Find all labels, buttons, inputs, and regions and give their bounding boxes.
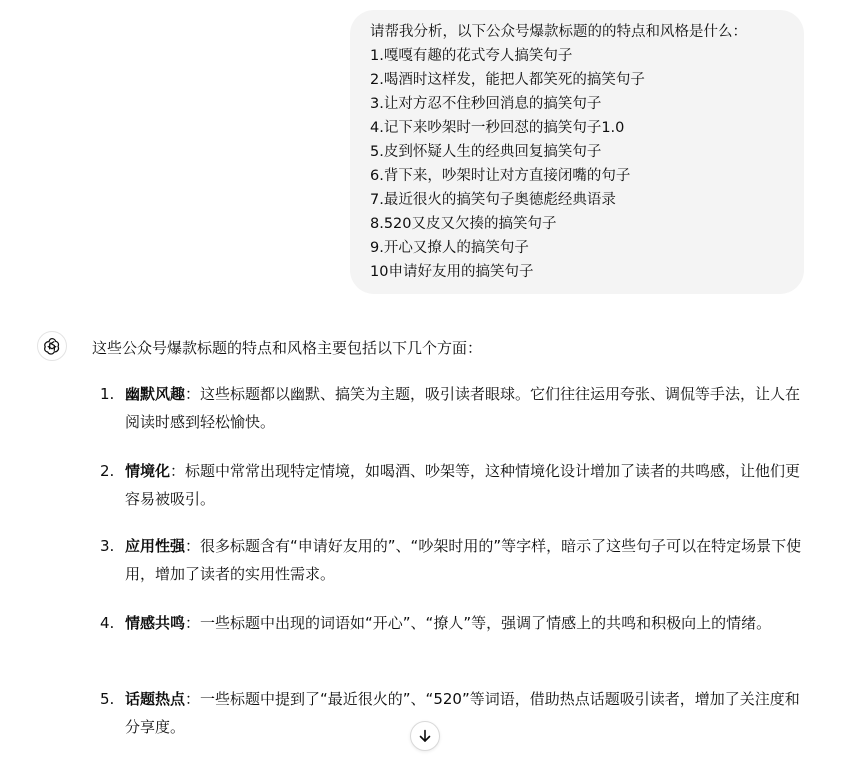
list-item-term: 情境化 [125, 462, 171, 480]
user-message-line: 10申请好友用的搞笑句子 [370, 264, 534, 280]
list-item-number: 5. [100, 690, 115, 708]
assistant-avatar [37, 331, 67, 361]
list-item-text: ：这些标题都以幽默、搞笑为主题，吸引读者眼球。它们往往运用夸张、调侃等手法，让人在阅读时感到轻松愉快。 [125, 385, 801, 431]
user-message-line: 1.嘎嘎有趣的花式夸人搞笑句子 [370, 48, 573, 64]
user-message-line: 8.520又皮又欠揍的搞笑句子 [370, 216, 557, 232]
user-message-line: 5.皮到怀疑人生的经典回复搞笑句子 [370, 144, 602, 160]
list-item-body [125, 609, 810, 637]
list-item-number: 4. [100, 614, 115, 632]
list-item-body [125, 532, 810, 588]
list-item-term: 幽默风趣 [125, 385, 186, 403]
list-item-text: ：一些标题中提到了“最近很火的”、“520”等词语，借助热点话题吸引读者，增加了关注度和分享度。 [125, 690, 800, 736]
list-item-term: 情感共鸣 [125, 614, 186, 632]
user-message-line: 9.开心又撩人的搞笑句子 [370, 240, 529, 256]
user-message-bubble [350, 10, 804, 294]
list-item-number: 2. [100, 462, 115, 480]
list-item-body [125, 685, 810, 741]
list-item [92, 532, 812, 588]
list-item-number: 3. [100, 537, 115, 555]
user-message-line: 2.喝酒时这样发，能把人都笑死的搞笑句子 [370, 72, 645, 88]
user-message-line: 7.最近很火的搞笑句子奥德彪经典语录 [370, 192, 616, 208]
list-item-term: 话题热点 [125, 690, 186, 708]
user-message-line: 3.让对方忍不住秒回消息的搞笑句子 [370, 96, 602, 112]
user-message-line: 4.记下来吵架时一秒回怼的搞笑句子1.0 [370, 120, 625, 136]
user-message-line: 6.背下来，吵架时让对方直接闭嘴的句子 [370, 168, 631, 184]
list-item-text: ：很多标题含有“申请好友用的”、“吵架时用的”等字样，暗示了这些句子可以在特定场景下使用，增加了读者的实用性需求。 [125, 537, 802, 583]
list-item [92, 457, 812, 513]
openai-logo-icon [42, 336, 62, 356]
list-item-number: 1. [100, 385, 115, 403]
assistant-intro: 这些公众号爆款标题的特点和风格主要包括以下几个方面： [92, 339, 483, 357]
list-item-body [125, 457, 810, 513]
scroll-down-button[interactable] [410, 721, 440, 751]
list-item-text: ：一些标题中出现的词语如“开心”、“撩人”等，强调了情感上的共鸣和积极向上的情绪。 [185, 614, 772, 632]
list-item-text: ：标题中常常出现特定情境，如喝酒、吵架等，这种情境化设计增加了读者的共鸣感，让他们更容易被吸引。 [125, 462, 801, 508]
user-message-line: 请帮我分析，以下公众号爆款标题的的特点和风格是什么： [370, 24, 747, 40]
list-item [92, 609, 812, 637]
list-item-body [125, 380, 810, 436]
list-item [92, 685, 812, 741]
list-item-term: 应用性强 [125, 537, 186, 555]
arrow-down-icon [417, 728, 433, 744]
list-item [92, 380, 812, 436]
